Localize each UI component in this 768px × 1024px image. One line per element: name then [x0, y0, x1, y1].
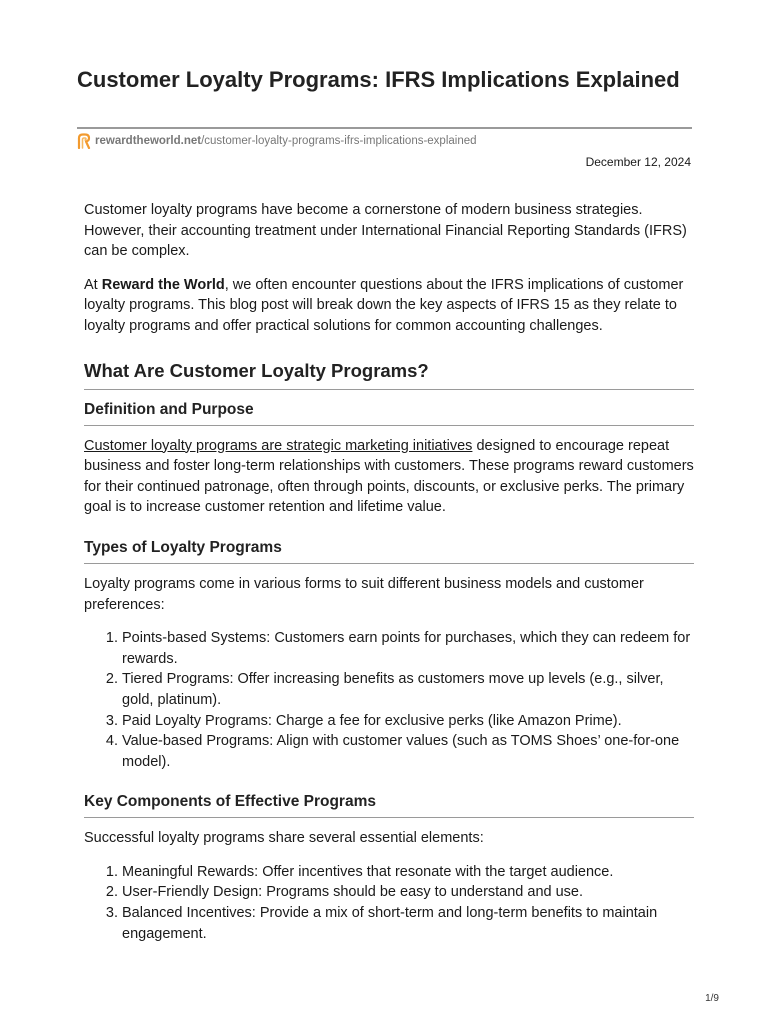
intro-paragraph: Customer loyalty programs have become a cornerstone of modern business strategies. However, their accounting treatment under International Financial Reporting Standards (IFRS) can be complex.	[84, 202, 687, 260]
section-heading: What Are Customer Loyalty Programs?	[84, 359, 694, 390]
subsection-heading-definition: Definition and Purpose	[84, 400, 694, 426]
types-intro: Loyalty programs come in various forms to suit different business models and customer preferences:	[84, 575, 644, 613]
intro-rest: , we often encounter questions about the IFRS implications of customer loyalty programs. This blog post will break down the key aspects of IFRS 15 as they relate to loyalty programs and offer practical solutions for common accounting challenges.	[84, 276, 684, 334]
title-divider	[77, 127, 692, 129]
definition-link[interactable]: Customer loyalty programs are strategic marketing initiatives	[84, 437, 473, 454]
list-item: 4. Value-based Programs: Align with customer values (such as TOMS Shoes’ one-for-one model).	[122, 731, 694, 772]
intro-paragraph-2	[84, 275, 694, 337]
page-title: Customer Loyalty Programs: IFRS Implications Explained	[77, 67, 680, 92]
list-item: 2. Tiered Programs: Offer increasing benefits as customers move up levels (e.g., silver, gold, platinum).	[122, 669, 694, 710]
subsection-heading-components: Key Components of Effective Programs	[84, 792, 694, 818]
components-intro: Successful loyalty programs share several essential elements:	[84, 830, 484, 847]
list-item: 1. Meaningful Rewards: Offer incentives that resonate with the target audience.	[122, 862, 694, 883]
definition-paragraph	[84, 436, 694, 518]
components-list	[84, 862, 694, 944]
source-path[interactable]: /customer-loyalty-programs-ifrs-implications-explained	[201, 135, 477, 147]
source-url[interactable]	[77, 132, 477, 150]
brand-name: Reward the World	[101, 276, 225, 293]
publish-date: December 12, 2024	[585, 155, 691, 169]
list-item: 3. Paid Loyalty Programs: Charge a fee for exclusive perks (like Amazon Prime).	[122, 711, 694, 732]
page-number: 1/9	[705, 993, 719, 1004]
types-list	[84, 628, 694, 772]
subsection-heading-types: Types of Loyalty Programs	[84, 538, 694, 564]
list-item: 2. User-Friendly Design: Programs should be easy to understand and use.	[122, 882, 694, 903]
list-item: 1. Points-based Systems: Customers earn points for purchases, which they can redeem for rewards.	[122, 628, 694, 669]
article-body	[84, 200, 694, 957]
definition-text: designed to encourage repeat business and foster long-term relationships with customers. These programs reward customers for their continued patronage, often through points, discounts, or exclusive perks. The primary goal is to increase customer retention and lifetime value.	[84, 437, 694, 516]
source-domain[interactable]: rewardtheworld.net	[95, 135, 202, 147]
intro-prefix: At	[84, 276, 102, 293]
rewardtheworld-logo-icon	[77, 133, 91, 149]
list-item: 3. Balanced Incentives: Provide a mix of short-term and long-term benefits to maintain engagement.	[122, 903, 694, 944]
